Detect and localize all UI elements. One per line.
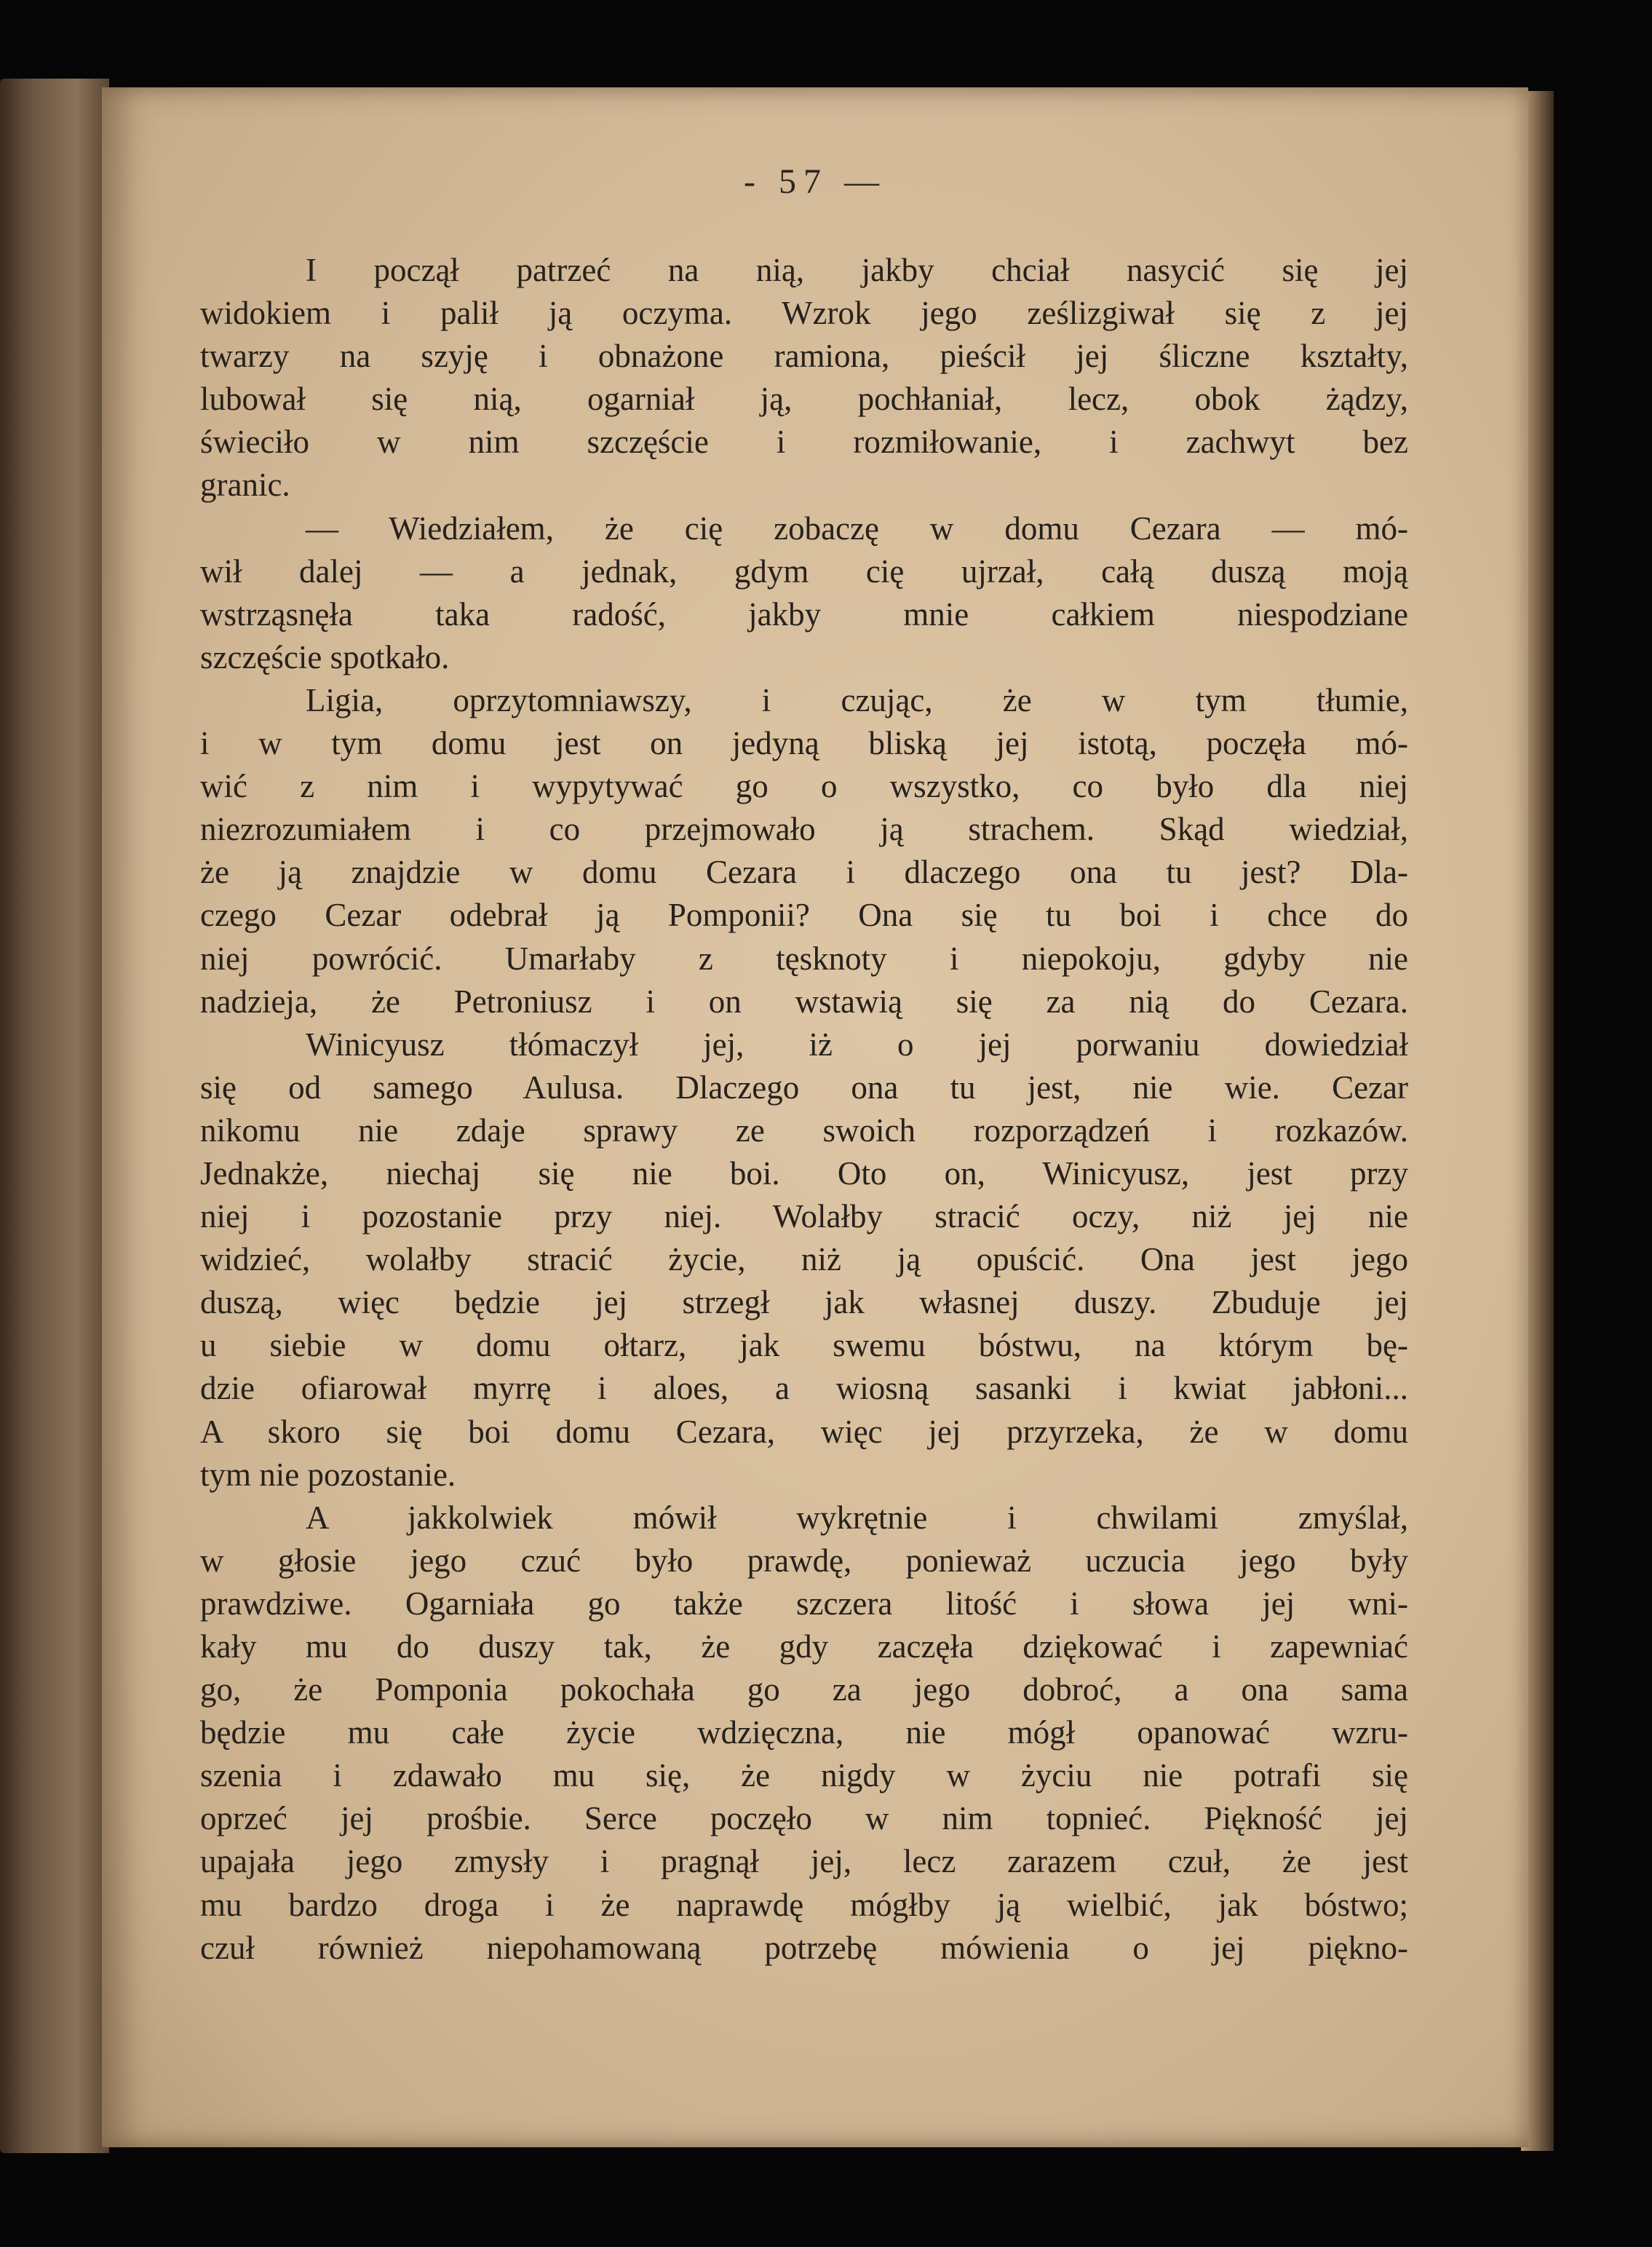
text-line: wił dalej — a jednak, gdym cię ujrzał, całą duszą moją bbox=[200, 552, 1408, 590]
text-line: czuł również niepohamowaną potrzebę mówienia o jej piękno- bbox=[200, 1929, 1408, 1966]
text-line: Jednakże, niechaj się nie boi. Oto on, Winicyusz, jest przy bbox=[200, 1154, 1408, 1192]
text-line: I począł patrzeć na nią, jakby chciał nasycić się jej bbox=[306, 252, 1408, 288]
text-line: lubował się nią, ogarniał ją, pochłaniał, lecz, obok żądzy, bbox=[200, 381, 1408, 418]
text-line: Winicyusz tłómaczył jej, iż o jej porwaniu dowiedział bbox=[306, 1026, 1408, 1063]
text-line: szenia i zdawało mu się, że nigdy w życiu nie potrafi się bbox=[200, 1757, 1408, 1794]
text-line: w głosie jego czuć było prawdę, ponieważ uczucia jego były bbox=[200, 1542, 1408, 1579]
text-line: nikomu nie zdaje sprawy ze swoich rozporządzeń i rozkazów. bbox=[200, 1111, 1408, 1149]
text-line: twarzy na szyję i obnażone ramiona, pieścił jej śliczne kształty, bbox=[200, 338, 1408, 375]
text-line: prawdziwe. Ogarniała go także szczera litość i słowa jej wni- bbox=[200, 1585, 1408, 1622]
page-number: - 57 — bbox=[744, 162, 886, 201]
text-line: wić z nim i wypytywać go o wszystko, co było dla niej bbox=[200, 768, 1408, 805]
text-line: Ligia, oprzytomniawszy, i czując, że w tym tłumie, bbox=[306, 681, 1408, 718]
text-line: u siebie w domu ołtarz, jak swemu bóstwu, na którym bę- bbox=[200, 1327, 1408, 1364]
text-line: nadzieja, że Petroniusz i on wstawią się za nią do Cezara. bbox=[200, 983, 1408, 1020]
text-line: A jakkolwiek mówił wykrętnie i chwilami zmyślał, bbox=[306, 1499, 1408, 1536]
text-line: niej powrócić. Umarłaby z tęsknoty i niepokoju, gdyby nie bbox=[200, 940, 1408, 977]
text-line: widokiem i palił ją oczyma. Wzrok jego ześlizgiwał się z jej bbox=[200, 295, 1408, 332]
text-line: niezrozumiałem i co przejmowało ją strachem. Skąd wiedział, bbox=[200, 811, 1408, 848]
text-line: świeciło w nim szczęście i rozmiłowanie, i zachwyt bez bbox=[200, 424, 1408, 461]
text-line: się od samego Aulusa. Dlaczego ona tu jest, nie wie. Cezar bbox=[200, 1069, 1408, 1106]
text-line: niej i pozostanie przy niej. Wolałby stracić oczy, niż jej nie bbox=[200, 1198, 1408, 1235]
book-page bbox=[102, 87, 1528, 2147]
text-line: upajała jego zmysły i pragnął jej, lecz zarazem czuł, że jest bbox=[200, 1843, 1408, 1880]
text-line: duszą, więc będzie jej strzegł jak własnej duszy. Zbuduje jej bbox=[200, 1284, 1408, 1321]
text-line: i w tym domu jest on jedyną bliską jej istotą, poczęła mó- bbox=[200, 725, 1408, 762]
text-line: że ją znajdzie w domu Cezara i dlaczego ona tu jest? Dla- bbox=[200, 854, 1408, 891]
text-line: kały mu do duszy tak, że gdy zaczęła dziękować i zapewniać bbox=[200, 1628, 1408, 1665]
text-line: — Wiedziałem, że cię zobaczę w domu Cezara — mó- bbox=[306, 510, 1408, 547]
text-line: tym nie pozostanie. bbox=[200, 1456, 456, 1493]
text-line: A skoro się boi domu Cezara, więc jej przyrzeka, że w domu bbox=[200, 1413, 1408, 1450]
text-line: będzie mu całe życie wdzięczna, nie mógł opanować wzru- bbox=[200, 1714, 1408, 1751]
text-line: widzieć, wolałby stracić życie, niż ją opuścić. Ona jest jego bbox=[200, 1241, 1408, 1278]
left-page-edge bbox=[0, 79, 109, 2153]
text-line: granic. bbox=[200, 467, 290, 504]
body-text bbox=[200, 249, 1408, 1970]
text-line: mu bardzo droga i że naprawdę mógłby ją wielbić, jak bóstwo; bbox=[200, 1886, 1408, 1923]
text-line: wstrząsnęła taka radość, jakby mnie całkiem niespodziane bbox=[200, 595, 1408, 633]
text-line: czego Cezar odebrał ją Pomponii? Ona się tu boi i chce do bbox=[200, 897, 1408, 934]
text-line: go, że Pomponia pokochała go za jego dobroć, a ona sama bbox=[200, 1671, 1408, 1708]
text-line: oprzeć jej prośbie. Serce poczęło w nim topnieć. Piękność jej bbox=[200, 1800, 1408, 1837]
text-line: szczęście spotkało. bbox=[200, 638, 450, 675]
text-line: dzie ofiarował myrrę i aloes, a wiosną sasanki i kwiat jabłoni... bbox=[200, 1370, 1408, 1407]
